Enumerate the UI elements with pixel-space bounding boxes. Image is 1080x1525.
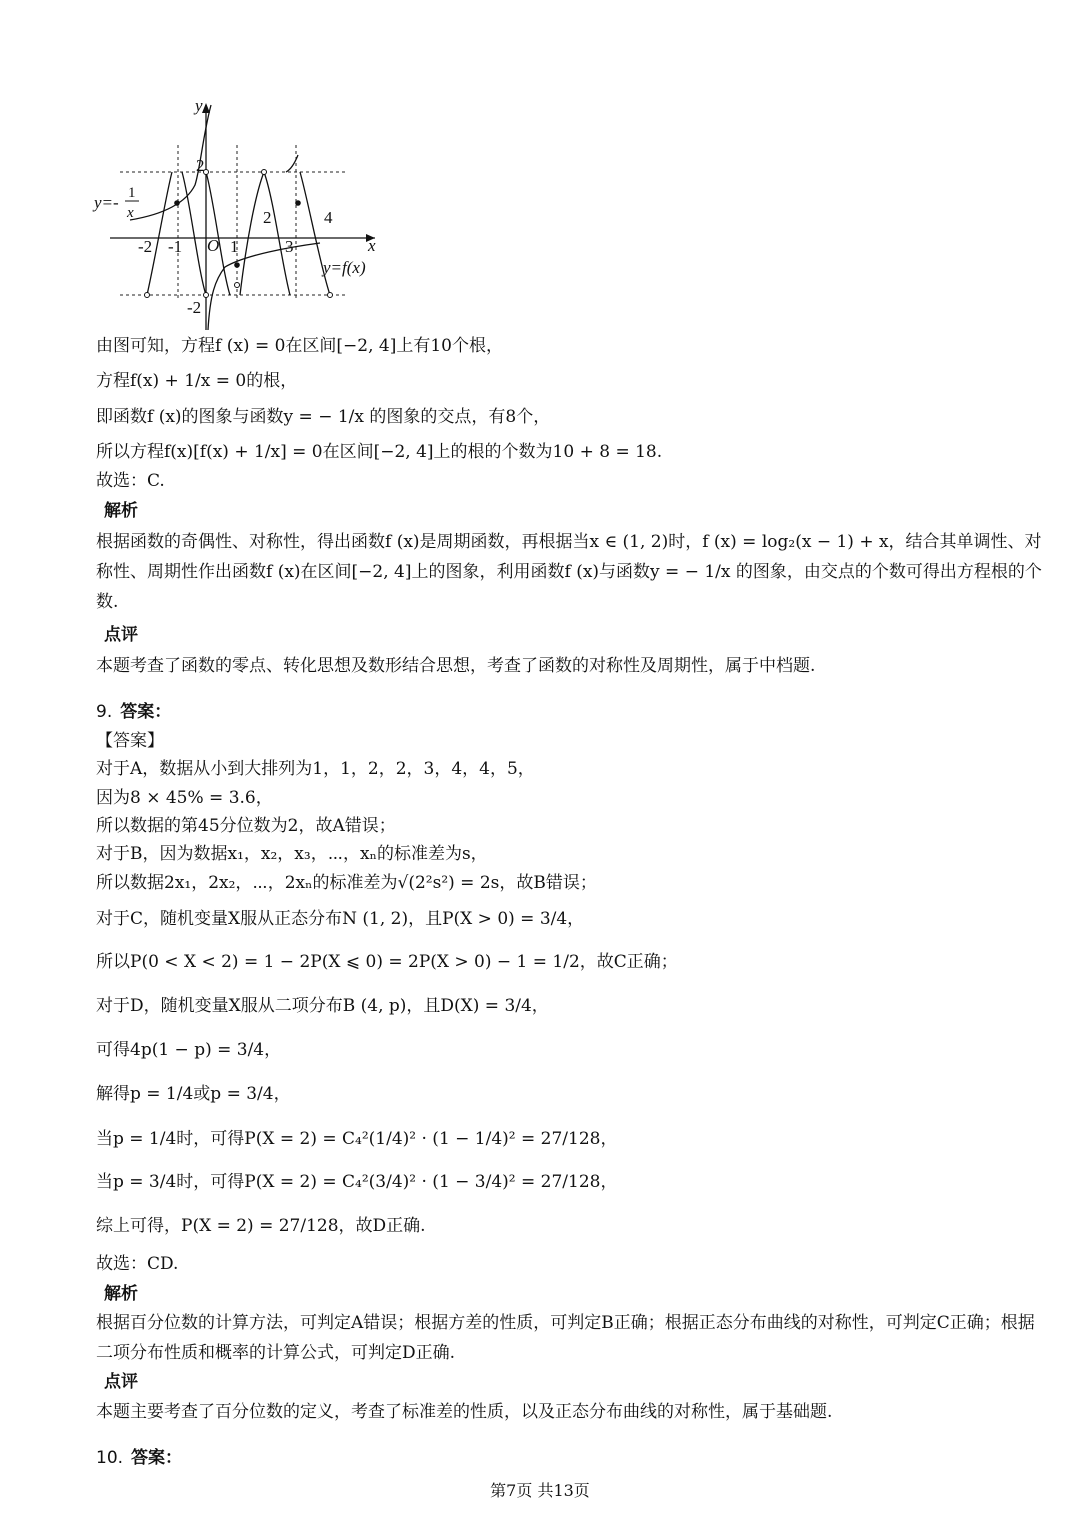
q9-solution-line: 综上可得，P(X = 2) = 27/128，故D正确. — [96, 1216, 426, 1236]
q9-solution-line: 对于A，数据从小到大排列为1，1，2，2，3，4，4，5， — [96, 759, 535, 779]
hyperbola-label: y=- — [94, 193, 119, 212]
q9-solution-line: 当p = 3/4时，可得P(X = 2) = C₄²(3/4)² · (1 − 3/4)² = 27/128， — [96, 1172, 618, 1192]
hyperbola-right-branch — [208, 243, 320, 330]
q9-solution-line: 故选：CD. — [96, 1254, 179, 1274]
q8-comment-text: 本题考查了函数的零点、转化思想及数形结合思想，考查了函数的对称性及周期性，属于中档题. — [96, 656, 816, 676]
y-axis-label: y — [195, 96, 203, 115]
hyperbola-label-numerator: 1 — [128, 185, 136, 201]
q10-header — [96, 1446, 182, 1470]
q8-solution-line: 由图可知，方程f (x) = 0在区间[−2, 4]上有10个根， — [96, 336, 503, 356]
q9-solution-line: 所以数据2x₁，2x₂，⋯，2xₙ的标准差为√(2²s²) = 2s，故B错误； — [96, 873, 597, 893]
x-tick-label: 1 — [230, 237, 239, 256]
q9-title: 答案： — [120, 702, 172, 722]
y-tick-label: 2 — [196, 156, 205, 175]
x-tick-label: 2 — [263, 208, 272, 227]
f-curve-3 — [206, 172, 230, 295]
q8-solution-line: 即函数f (x)的图象与函数y = − 1/x 的图象的交点，有8个， — [96, 407, 551, 427]
q9-header — [96, 700, 171, 724]
function-graph — [90, 95, 390, 335]
q9-solution-line: 所以数据的第45分位数为2，故A错误； — [96, 816, 396, 836]
q9-solution-line: 所以P(0 < X < 2) = 1 − 2P(X ⩽ 0) = 2P(X > 0) − 1 = 1/2，故C正确； — [96, 952, 678, 972]
open-point — [204, 293, 209, 298]
origin-label: O — [207, 236, 220, 255]
hyperbola-label-denominator: x — [127, 205, 134, 221]
filled-point — [295, 200, 301, 206]
q9-solution-line: 对于D，随机变量X服从二项分布B (4, p)，且D(X) = 3/4， — [96, 996, 549, 1016]
q10-number: 10. — [96, 1448, 124, 1468]
f-curve-2 — [182, 172, 206, 295]
f-curve-1 — [147, 172, 172, 295]
q9-solution-line: 对于C，随机变量X服从正态分布N (1, 2)，且P(X > 0) = 3/4， — [96, 909, 585, 929]
f-curve-label: y=f(x) — [323, 258, 366, 277]
f-curve-4 — [240, 172, 264, 295]
q9-solution-line: 当p = 1/4时，可得P(X = 2) = C₄²(1/4)² · (1 − 1/4)² = 27/128， — [96, 1129, 618, 1149]
q9-analysis-text: 根据百分位数的计算方法，可判定A错误；根据方差的性质，可判定B正确；根据正态分布曲线的对称性，可判定C正确；根据二项分布性质和概率的计算公式，可判定D正确. — [96, 1313, 1035, 1363]
f-curve-5 — [264, 172, 290, 295]
q8-solution-line: 故选：C. — [96, 471, 165, 491]
q9-solution-line: 解得p = 1/4或p = 3/4， — [96, 1084, 291, 1104]
open-point — [145, 293, 150, 298]
x-tick-label: -2 — [138, 237, 153, 256]
q8-analysis-text: 根据函数的奇偶性、对称性，得出函数f (x)是周期函数，再根据当x ∈ (1, 2)时，f (x) = log₂(x − 1) + x，结合其单调性、对称性、周期性作出函数f (x)在区间[−2, 4]上的图象，利用函数f (x)与函数y = − 1/x 的图象，由交点的个数可得出方程根的个数. — [96, 532, 1042, 612]
q9-comment-text: 本题主要考查了百分位数的定义，考查了标准差的性质，以及正态分布曲线的对称性，属于基础题. — [96, 1402, 833, 1422]
y-tick-label: -2 — [187, 298, 202, 317]
q9-number: 9. — [96, 702, 113, 722]
x-axis-label: x — [368, 236, 376, 255]
q9-solution-line: 对于B，因为数据x₁，x₂，x₃，⋯，xₙ的标准差为s， — [96, 844, 488, 864]
q9-analysis-heading: 解析 — [104, 1284, 138, 1304]
q8-solution-line: 方程f(x) + 1/x = 0的根， — [96, 371, 298, 391]
x-tick-label: -1 — [168, 237, 183, 256]
graph-svg — [90, 95, 390, 335]
open-point — [235, 283, 240, 288]
filled-point — [174, 200, 180, 206]
page-footer: 第7页 共13页 — [490, 1481, 590, 1500]
q8-solution-line: 所以方程f(x)[f(x) + 1/x] = 0在区间[−2, 4]上的根的个数为10 + 8 = 18. — [96, 442, 663, 462]
q8-comment-heading: 点评 — [104, 625, 138, 645]
q10-title: 答案： — [131, 1448, 183, 1468]
x-tick-label: 3 — [285, 237, 294, 256]
filled-point — [234, 262, 240, 268]
q9-answer-tag: 【答案】 — [96, 731, 164, 751]
q9-solution-line: 可得4p(1 − p) = 3/4， — [96, 1040, 282, 1060]
q8-analysis-heading: 解析 — [104, 501, 138, 521]
q9-solution-line: 因为8 × 45% = 3.6， — [96, 788, 273, 808]
x-tick-label: 4 — [324, 208, 333, 227]
open-point — [262, 170, 267, 175]
q9-comment-heading: 点评 — [104, 1372, 138, 1392]
open-point — [328, 293, 333, 298]
